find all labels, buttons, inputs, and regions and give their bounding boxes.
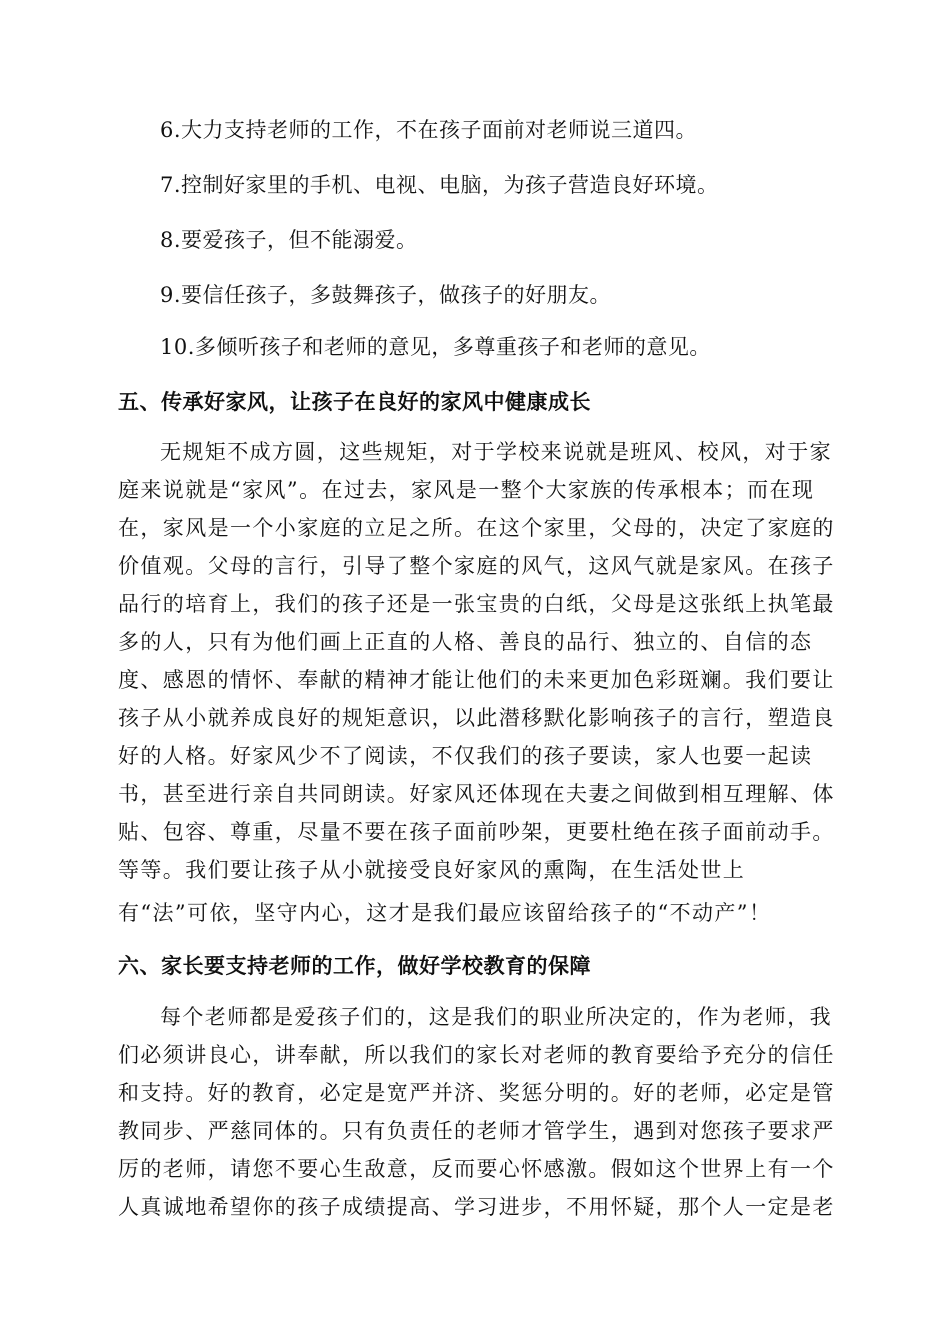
paragraph-line: 等等。我们要让孩子从小就接受良好家风的熏陶，在生活处世上 bbox=[118, 858, 746, 882]
paragraph-line: 和支持。好的教育，必定是宽严并济、奖惩分明的。好的老师，必定是管 bbox=[118, 1081, 835, 1105]
paragraph-line: 们必须讲良心，讲奉献，所以我们的家长对老师的教育要给予充分的信任 bbox=[118, 1043, 835, 1067]
list-item: 9.要信任孩子，多鼓舞孩子，做孩子的好朋友。 bbox=[160, 283, 612, 307]
section-heading: 六、家长要支持老师的工作，做好学校教育的保障 bbox=[118, 954, 591, 978]
list-item: 10.多倾听孩子和老师的意见，多尊重孩子和老师的意见。 bbox=[160, 335, 711, 359]
paragraph-line: 庭来说就是“家风”。在过去，家风是一整个大家族的传承根本；而在现 bbox=[118, 478, 815, 502]
list-item: 6.大力支持老师的工作，不在孩子面前对老师说三道四。 bbox=[160, 118, 698, 142]
paragraph-line: 每个老师都是爱孩子们的，这是我们的职业所决定的，作为老师，我 bbox=[160, 1005, 832, 1029]
paragraph-line: 贴、包容、尊重，尽量不要在孩子面前吵架，更要杜绝在孩子面前动手。 bbox=[118, 820, 835, 844]
paragraph-line: 教同步、严慈同体的。只有负责任的老师才管学生，遇到对您孩子要求严 bbox=[118, 1119, 835, 1143]
paragraph-line: 书，甚至进行亲自共同朗读。好家风还体现在夫妻之间做到相互理解、体 bbox=[118, 782, 835, 806]
paragraph-line: 孩子从小就养成良好的规矩意识，以此潜移默化影响孩子的言行，塑造良 bbox=[118, 706, 835, 730]
paragraph-line: 人真诚地希望你的孩子成绩提高、学习进步，不用怀疑，那个人一定是老 bbox=[118, 1195, 835, 1219]
paragraph-line: 多的人，只有为他们画上正直的人格、善良的品行、独立的、自信的态 bbox=[118, 630, 813, 654]
paragraph-line: 品行的培育上，我们的孩子还是一张宝贵的白纸，父母是这张纸上执笔最 bbox=[118, 592, 835, 616]
paragraph-line: 无规矩不成方圆，这些规矩，对于学校来说就是班风、校风，对于家 bbox=[160, 440, 832, 464]
paragraph-line: 在，家风是一个小家庭的立足之所。在这个家里，父母的，决定了家庭的 bbox=[118, 516, 835, 540]
paragraph-line: 度、感恩的情怀、奉献的精神才能让他们的未来更加色彩斑斓。我们要让 bbox=[118, 668, 835, 692]
list-item: 7.控制好家里的手机、电视、电脑，为孩子营造良好环境。 bbox=[160, 173, 719, 197]
paragraph-line: 厉的老师，请您不要心生敌意，反而要心怀感激。假如这个世界上有一个 bbox=[118, 1157, 835, 1181]
paragraph-line: 好的人格。好家风少不了阅读，不仅我们的孩子要读，家人也要一起读 bbox=[118, 744, 813, 768]
paragraph-line: 价值观。父母的言行，引导了整个家庭的风气，这风气就是家风。在孩子 bbox=[118, 554, 835, 578]
list-item: 8.要爱孩子，但不能溺爱。 bbox=[160, 228, 418, 252]
section-heading: 五、传承好家风，让孩子在良好的家风中健康成长 bbox=[118, 390, 591, 414]
paragraph-line: 有“法”可依，坚守内心，这才是我们最应该留给孩子的“不动产”！ bbox=[118, 901, 772, 925]
